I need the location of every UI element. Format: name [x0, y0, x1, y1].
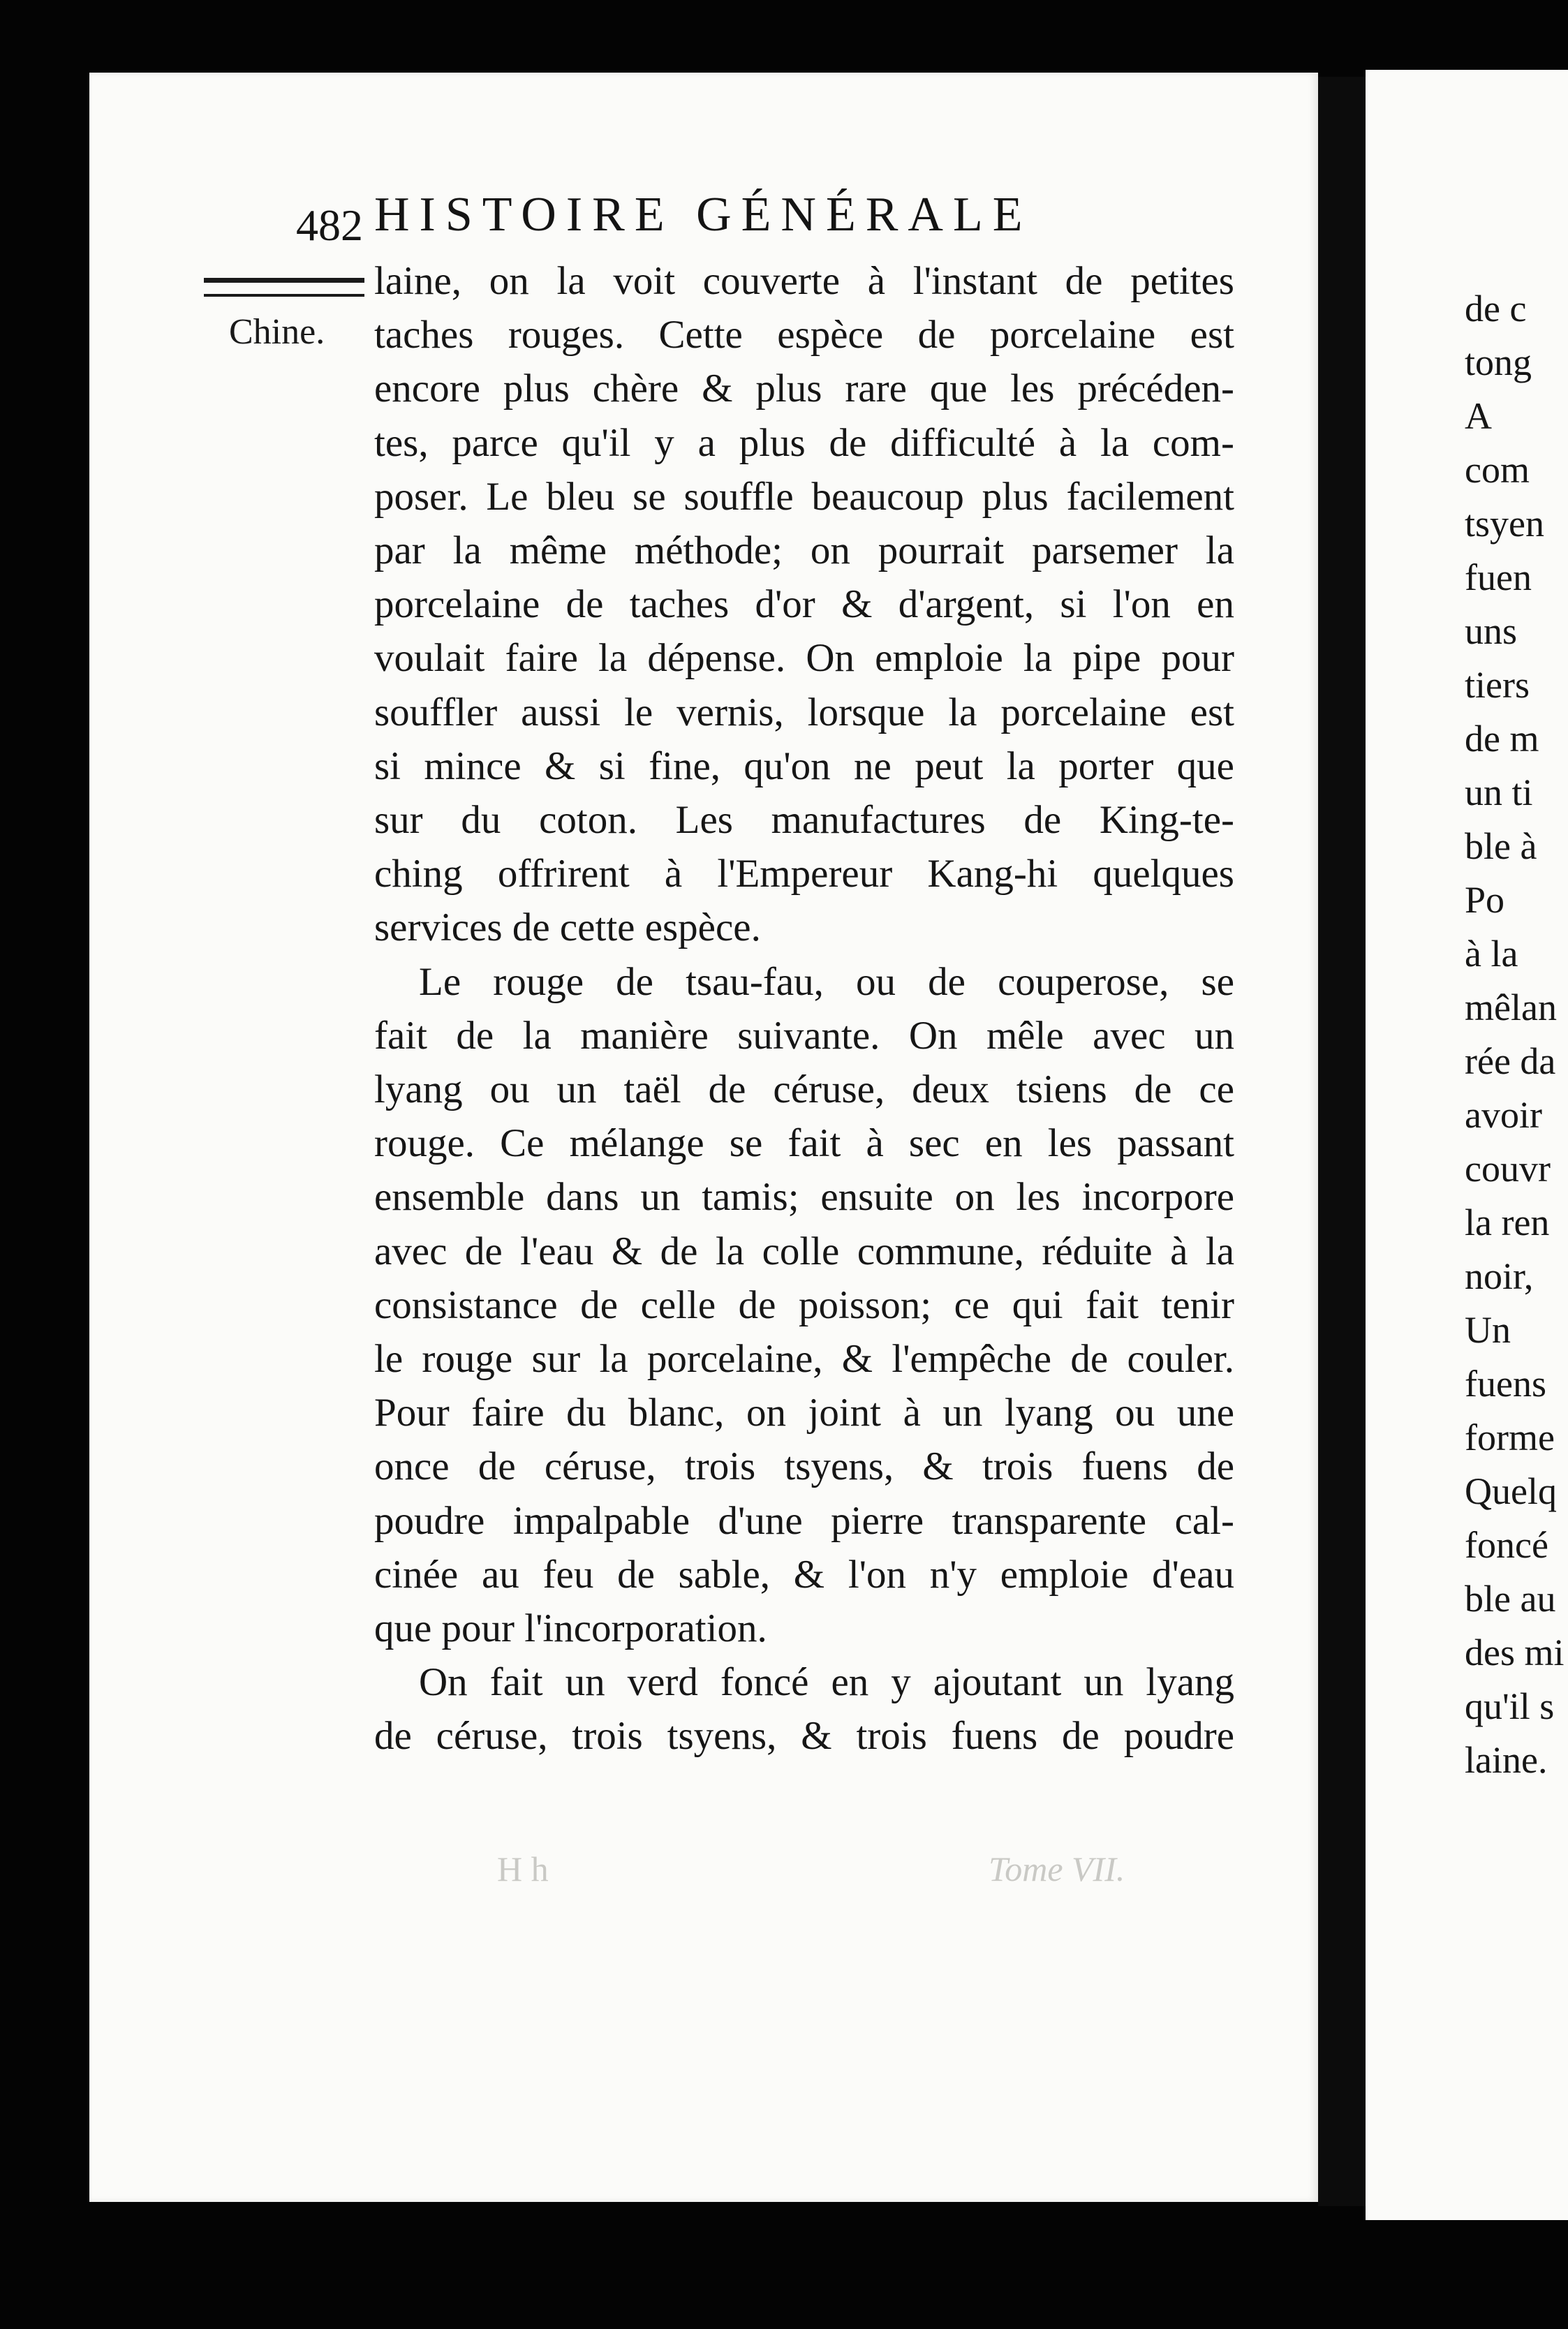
volume-mark: Tome VII. — [989, 1849, 1125, 1888]
text-line: once de céruse, trois tsyens, & trois fuens de — [374, 1444, 1234, 1489]
text-line: porcelaine de taches d'or & d'argent, si l'on en — [374, 582, 1234, 627]
page-number: 482 — [296, 200, 363, 250]
text-line: ensemble dans un tamis; ensuite on les incorpore — [374, 1175, 1234, 1220]
text-line: Po — [1465, 879, 1505, 921]
text-line: mêlan — [1465, 986, 1557, 1028]
text-line: On fait un verd foncé en y ajoutant un lyang — [419, 1660, 1234, 1705]
signature-mark: H h — [497, 1849, 549, 1888]
running-title: HISTOIRE GÉNÉRALE — [374, 188, 1033, 242]
text-line: poudre impalpable d'une pierre transparente cal- — [374, 1498, 1234, 1543]
text-line: Un — [1465, 1309, 1511, 1351]
text-line: fuens — [1465, 1363, 1546, 1405]
text-line: com — [1465, 449, 1530, 491]
text-line: consistance de celle de poisson; ce qui fait tenir — [374, 1282, 1234, 1327]
page-header — [296, 187, 1225, 250]
text-line: que pour l'incorporation. — [374, 1606, 767, 1651]
text-line: qu'il s — [1465, 1685, 1555, 1727]
text-line: sur du coton. Les manufactures de King-te- — [374, 798, 1234, 843]
body-text — [374, 254, 1234, 1764]
text-line: si mince & si fine, qu'on ne peut la porter que — [374, 744, 1234, 788]
text-line: voulait faire la dépense. On emploie la pipe pour — [374, 636, 1234, 681]
text-line: laine, on la voit couverte à l'instant de petites — [374, 259, 1234, 303]
text-line: de c — [1465, 288, 1527, 330]
text-line: souffler aussi le vernis, lorsque la porcelaine est — [374, 690, 1234, 734]
text-line: rée da — [1465, 1040, 1556, 1082]
text-line: de céruse, trois tsyens, & trois fuens de poudre — [374, 1714, 1234, 1759]
book-gutter — [1318, 77, 1366, 2206]
text-line: noir, — [1465, 1255, 1534, 1297]
text-line: couvr — [1465, 1148, 1551, 1190]
text-line: la ren — [1465, 1202, 1550, 1243]
text-line: à la — [1465, 933, 1518, 975]
text-line: tong — [1465, 341, 1532, 383]
text-line: A — [1465, 395, 1492, 437]
text-line: fait de la manière suivante. On mêle avec un — [374, 1013, 1234, 1058]
text-line: tsyen — [1465, 503, 1544, 545]
text-line: un ti — [1465, 771, 1533, 813]
text-line: Le rouge de tsau-fau, ou de couperose, se — [419, 959, 1234, 1004]
right-page-text — [1465, 282, 1565, 1787]
text-line: cinée au feu de sable, & l'on n'y emploie d'eau — [374, 1552, 1234, 1597]
text-line: encore plus chère & plus rare que les précéden- — [374, 367, 1234, 411]
text-line: uns — [1465, 610, 1518, 652]
text-line: avec de l'eau & de la colle commune, réduite à la — [374, 1229, 1234, 1273]
margin-rule — [204, 278, 364, 297]
text-line: foncé — [1465, 1524, 1548, 1566]
text-line: de m — [1465, 718, 1539, 760]
text-line: laine. — [1465, 1739, 1548, 1781]
text-line: Pour faire du blanc, on joint à un lyang ou une — [374, 1391, 1234, 1435]
text-line: avoir — [1465, 1094, 1542, 1136]
text-line: le rouge sur la porcelaine, & l'empêche de couler. — [374, 1337, 1234, 1382]
text-line: par la même méthode; on pourrait parsemer la — [374, 528, 1234, 573]
text-line: poser. Le bleu se souffle beaucoup plus facilement — [374, 474, 1234, 519]
text-line: ble au — [1465, 1578, 1556, 1620]
text-line: tiers — [1465, 664, 1530, 706]
text-line: fuen — [1465, 556, 1532, 598]
text-line: forme — [1465, 1417, 1555, 1458]
margin-note: Chine. — [229, 312, 325, 352]
text-line: services de cette espèce. — [374, 905, 761, 950]
text-line: des mi — [1465, 1632, 1565, 1673]
text-line: lyang ou un taël de céruse, deux tsiens de ce — [374, 1067, 1234, 1112]
text-line: tes, parce qu'il y a plus de difficulté à la com- — [374, 420, 1234, 465]
text-line: Quelq — [1465, 1470, 1557, 1512]
text-line: ble à — [1465, 825, 1537, 867]
text-line: taches rouges. Cette espèce de porcelaine est — [374, 313, 1234, 357]
text-line: ching offrirent à l'Empereur Kang-hi quelques — [374, 852, 1234, 896]
text-line: rouge. Ce mélange se fait à sec en les passant — [374, 1121, 1234, 1166]
